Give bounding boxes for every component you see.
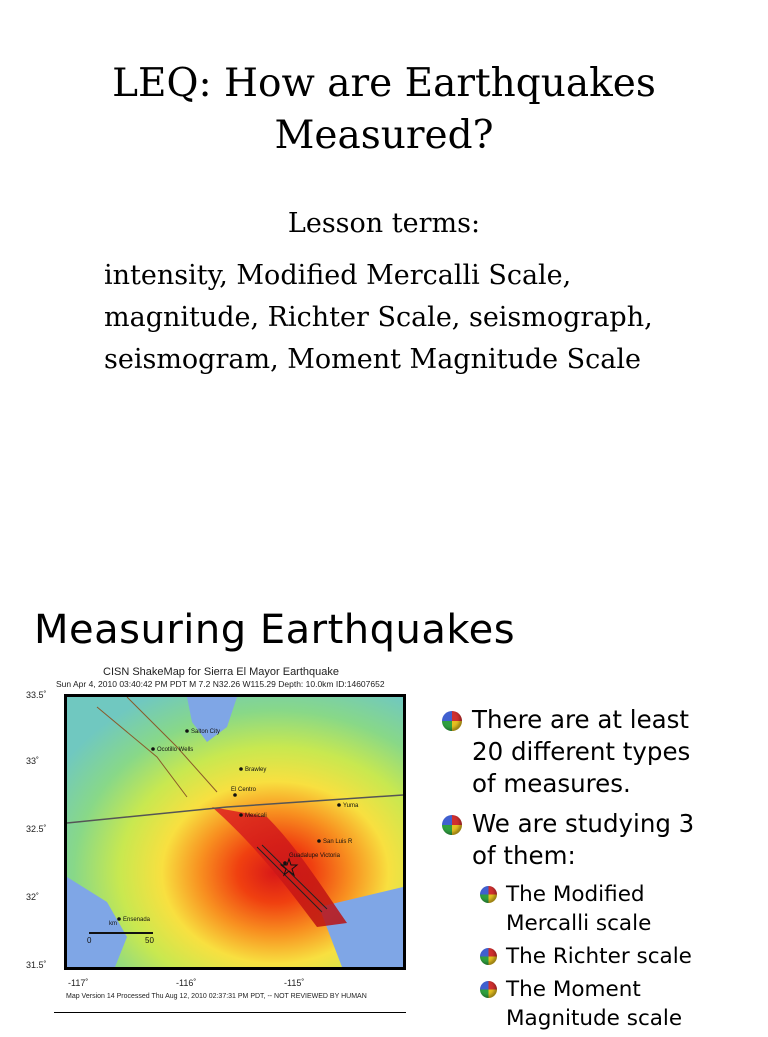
map-title: CISN ShakeMap for Sierra El Mayor Earthquake	[103, 666, 339, 678]
city-label: Mexicali	[245, 813, 267, 819]
city-label: Yuma	[343, 803, 359, 809]
bullet-ball-icon	[480, 948, 497, 965]
bullet-ball-icon	[442, 815, 462, 835]
terms-line-1: intensity, Modified Mercalli Scale,	[104, 260, 572, 291]
bullet-text: of measures.	[472, 769, 631, 798]
y-tick: 33˚	[26, 756, 40, 766]
sub-bullet-text: Magnitude scale	[506, 1006, 683, 1031]
sub-bullet-text: Mercalli scale	[506, 911, 652, 936]
terms-line-2: magnitude, Richter Scale, seismograph,	[104, 302, 653, 333]
sub-bullet-item	[480, 975, 760, 1033]
map-footer: Map Version 14 Processed Thu Aug 12, 2010 02:37:31 PM PDT, -- NOT REVIEWED BY HUMAN	[66, 993, 367, 1000]
title-line-2: Measured?	[274, 113, 494, 158]
sub-bullet-text: The Modified	[506, 882, 645, 907]
title-line-1: LEQ: How are Earthquakes	[112, 61, 656, 106]
bullet-text: We are studying 3	[472, 809, 695, 838]
bullet-item	[440, 704, 760, 800]
bullet-text: There are at least	[472, 705, 690, 734]
bullet-item	[440, 808, 760, 872]
scale-km-label: km	[109, 921, 117, 927]
city-label: San Luis R	[323, 839, 353, 845]
y-tick: 33.5˚	[26, 690, 47, 700]
x-tick: -115˚	[284, 978, 305, 988]
slide-1-title	[0, 58, 768, 162]
city-label: Ocotillo Wells	[157, 747, 194, 753]
bullet-ball-icon	[480, 886, 497, 903]
bullet-ball-icon	[442, 711, 462, 731]
x-tick: -116˚	[176, 978, 197, 988]
map-subtitle: Sun Apr 4, 2010 03:40:42 PM PDT M 7.2 N32.26 W115.29 Depth: 10.0km ID:14607652	[56, 679, 385, 689]
shakemap-figure	[26, 666, 416, 1024]
lesson-terms-list	[104, 255, 724, 381]
slide-2-title: Measuring Earthquakes	[34, 607, 516, 653]
sub-bullet-text: The Richter scale	[506, 944, 692, 969]
shakemap-svg	[67, 697, 403, 967]
map-legend-bar	[54, 1012, 406, 1025]
city-label: Guadalupe Victoria	[289, 853, 340, 859]
slide-2	[0, 576, 768, 1031]
bullet-list	[440, 704, 760, 1037]
y-tick: 32˚	[26, 892, 40, 902]
scale-0-label: 0	[87, 936, 92, 945]
sub-bullet-item	[480, 942, 760, 971]
sub-bullet-item	[480, 880, 760, 938]
sub-bullet-text: The Moment	[506, 977, 641, 1002]
bullet-text: 20 different types	[472, 737, 691, 766]
bullet-text: of them:	[472, 841, 576, 870]
lesson-terms-heading: Lesson terms:	[287, 208, 481, 239]
terms-line-3: seismogram, Moment Magnitude Scale	[104, 344, 642, 375]
shakemap-image	[64, 694, 406, 970]
scale-50-label: 50	[145, 936, 154, 945]
y-tick: 31.5˚	[26, 960, 47, 970]
x-tick: -117˚	[68, 978, 89, 988]
city-label: Brawley	[245, 767, 267, 773]
city-label: Ensenada	[123, 917, 151, 923]
bullet-ball-icon	[480, 981, 497, 998]
city-label: Salton City	[191, 729, 221, 735]
y-tick: 32.5˚	[26, 824, 47, 834]
city-label: El Centro	[231, 787, 257, 793]
